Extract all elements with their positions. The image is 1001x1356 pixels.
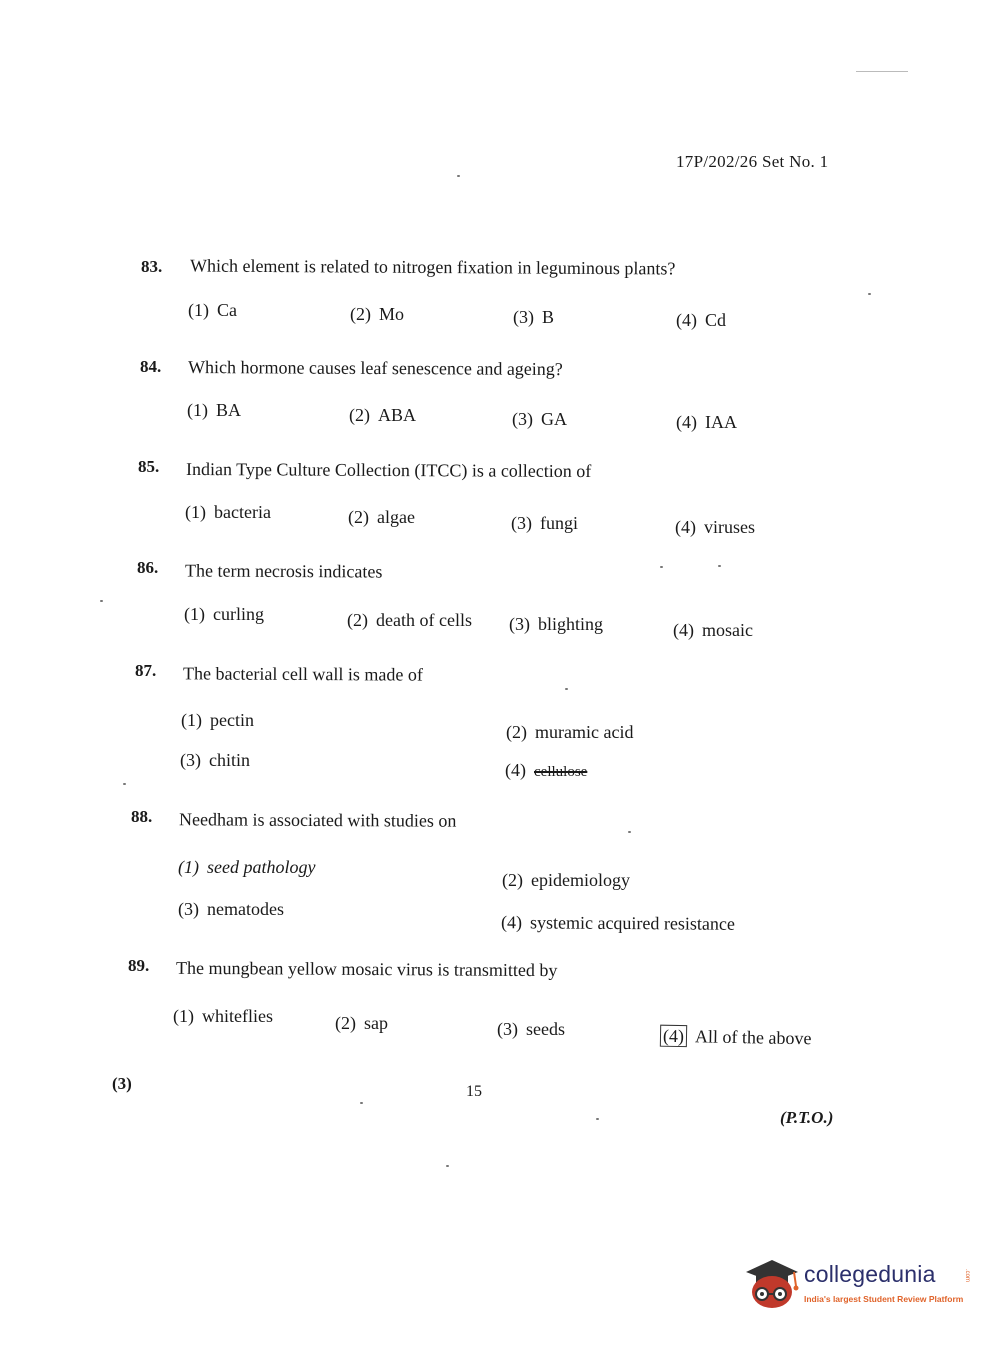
question-text: Which hormone causes leaf senescence and ageing? — [187, 357, 563, 379]
collegedunia-watermark — [742, 1250, 972, 1310]
scan-speck — [565, 688, 568, 690]
option-text: blighting — [538, 614, 604, 634]
option-text: seeds — [526, 1019, 565, 1039]
option-text: Ca — [217, 300, 237, 320]
option-number: (2) — [350, 304, 371, 324]
option-text: Cd — [705, 310, 727, 330]
scan-speck — [457, 175, 460, 177]
question-text: Needham is associated with studies on — [178, 809, 457, 831]
option-number: (1) — [188, 300, 209, 320]
option-4 — [676, 310, 726, 331]
option-number: (4) — [675, 517, 696, 537]
option-3 — [178, 899, 284, 920]
option-number: (4) — [676, 310, 697, 330]
option-text: Mo — [379, 304, 405, 324]
question-number: 85. — [138, 457, 160, 476]
option-2 — [349, 405, 416, 426]
scan-speck — [718, 565, 721, 567]
option-1 — [185, 502, 271, 523]
option-3 — [509, 614, 603, 635]
question-text: The term necrosis indicates — [184, 560, 383, 582]
question-number: 86. — [137, 558, 159, 577]
option-number: (3) — [497, 1019, 518, 1039]
option-number: (1) — [185, 502, 206, 522]
option-text: B — [542, 307, 555, 327]
scan-speck — [660, 566, 663, 568]
option-3 — [180, 750, 250, 771]
option-1 — [178, 857, 315, 878]
option-text: fungi — [540, 513, 578, 533]
option-number: (2) — [335, 1013, 356, 1033]
option-3 — [511, 513, 578, 534]
scan-speck — [628, 831, 631, 833]
brand-name: collegedunia — [804, 1261, 936, 1287]
option-number: (3) — [512, 409, 533, 429]
option-number: (2) — [349, 405, 370, 425]
scan-speck — [596, 1118, 599, 1120]
top-rule — [856, 71, 908, 72]
option-text: algae — [377, 507, 415, 527]
option-text: epidemiology — [531, 870, 630, 890]
scan-speck — [360, 1102, 363, 1104]
option-number: (4) — [676, 412, 697, 432]
option-text: pectin — [210, 710, 254, 730]
option-text: bacteria — [214, 502, 271, 522]
option-number: (3) — [513, 307, 534, 327]
option-text-struck: cellulose — [534, 764, 588, 780]
question-number: 83. — [141, 257, 163, 276]
option-text: seed pathology — [207, 857, 316, 877]
question-number: 89. — [128, 956, 150, 975]
option-number: (1) — [178, 857, 199, 877]
option-text: systemic acquired resistance — [529, 912, 735, 934]
scan-speck — [446, 1165, 449, 1167]
option-text: nematodes — [207, 899, 284, 919]
option-text: curling — [213, 604, 264, 624]
option-number: (2) — [348, 507, 369, 527]
please-turn-over: (P.T.O.) — [780, 1108, 834, 1127]
option-number: (1) — [173, 1006, 194, 1026]
option-3 — [513, 307, 554, 328]
scan-speck — [123, 783, 126, 785]
option-number: (1) — [184, 604, 205, 624]
question-text: The bacterial cell wall is made of — [182, 663, 423, 685]
section-mark: (3) — [112, 1074, 132, 1093]
option-2 — [335, 1013, 388, 1034]
option-2 — [502, 870, 630, 891]
option-number: (3) — [509, 614, 530, 634]
page-number: 15 — [466, 1083, 482, 1100]
option-1 — [184, 604, 264, 625]
option-text: muramic acid — [535, 722, 634, 742]
paper-code: 17P/202/26 Set No. 1 — [676, 152, 829, 171]
option-text: BA — [216, 400, 242, 420]
option-text: death of cells — [376, 610, 472, 630]
option-4 — [501, 912, 735, 935]
brand-tld: .com — [964, 1269, 970, 1283]
option-text: sap — [364, 1013, 388, 1033]
scan-speck — [868, 293, 871, 295]
option-3 — [497, 1019, 565, 1040]
option-text: ABA — [378, 405, 417, 425]
question-number: 84. — [140, 357, 162, 376]
question-text: The mungbean yellow mosaic virus is transmitted by — [175, 957, 558, 981]
option-number: (4) — [673, 620, 694, 640]
option-4 — [675, 517, 755, 538]
option-2 — [348, 507, 415, 528]
option-number: (3) — [511, 513, 532, 533]
option-number: (4) — [660, 1025, 687, 1047]
option-text: whiteflies — [202, 1006, 273, 1026]
option-2 — [350, 304, 404, 325]
question-text: Indian Type Culture Collection (ITCC) is a collection of — [185, 458, 592, 482]
mascot-logo-icon — [742, 1250, 802, 1310]
option-4 — [673, 620, 753, 641]
option-text: IAA — [705, 412, 737, 432]
brand-tagline: India's largest Student Review Platform — [804, 1294, 964, 1304]
option-number: (2) — [502, 870, 523, 890]
option-number: (4) — [500, 912, 523, 933]
option-3 — [512, 409, 567, 430]
option-1 — [188, 300, 237, 321]
option-number: (3) — [180, 750, 201, 770]
option-4 — [505, 760, 587, 781]
question-text: Which element is related to nitrogen fixation in leguminous plants? — [189, 255, 676, 279]
option-number: (3) — [178, 899, 199, 919]
option-number: (2) — [347, 610, 368, 630]
option-text: GA — [541, 409, 567, 429]
option-1 — [181, 710, 254, 731]
option-number: (2) — [506, 722, 527, 742]
option-1 — [173, 1006, 273, 1027]
question-number: 88. — [131, 807, 153, 826]
option-4-marked — [660, 1026, 812, 1050]
option-text: mosaic — [702, 620, 753, 640]
option-2 — [506, 722, 633, 743]
option-4 — [676, 412, 737, 433]
option-2 — [347, 610, 472, 631]
option-1 — [187, 400, 241, 421]
option-number: (1) — [181, 710, 202, 730]
option-text: All of the above — [694, 1026, 812, 1049]
option-text: viruses — [704, 517, 755, 537]
option-number: (4) — [505, 760, 526, 780]
option-number: (1) — [187, 400, 208, 420]
scan-speck — [100, 600, 103, 602]
option-text: chitin — [209, 750, 250, 770]
question-number: 87. — [135, 661, 157, 680]
